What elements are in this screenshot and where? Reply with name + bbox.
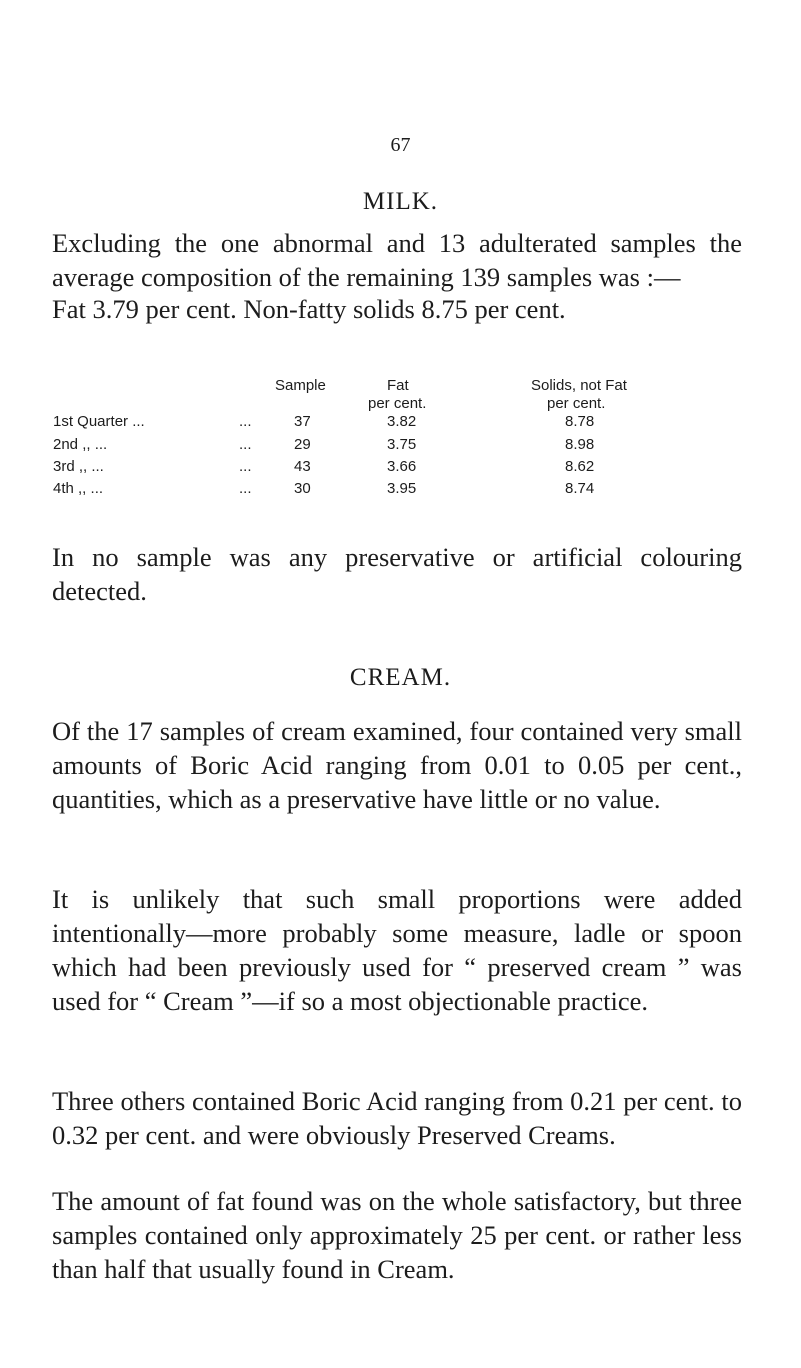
- milk-heading: MILK.: [362, 188, 439, 215]
- header-fat-unit: per cent.: [368, 395, 427, 412]
- cream-paragraph-2: It is unlikely that such small proportions were added intentionally—more probably some measure, ladle or spoon which had been previously used for “ preserved cream ” was used for “ Cream ”—if so a most objectionable practice.: [52, 884, 742, 1016]
- page-number: 67: [390, 134, 411, 156]
- header-sample: Sample: [275, 377, 326, 394]
- row-3-dots: ...: [239, 458, 252, 475]
- row-2-label: 2nd ,, ...: [53, 436, 108, 453]
- cream-paragraph-3: Three others contained Boric Acid ranging from 0.21 per cent. to 0.32 per cent. and were obviously Preserved Creams.: [52, 1086, 742, 1150]
- cream-paragraph-1: Of the 17 samples of cream examined, four contained very small amounts of Boric Acid ranging from 0.01 to 0.05 per cent., quantities, which as a preservative have little or no value.: [52, 716, 742, 814]
- row-1-sample: 37: [294, 413, 311, 430]
- row-3-fat: 3.66: [387, 458, 417, 475]
- milk-intro-paragraph: Excluding the one abnormal and 13 adulterated samples the average composition of the remaining 139 samples was :—: [52, 228, 742, 292]
- row-3-sample: 43: [294, 458, 311, 475]
- row-2-dots: ...: [239, 436, 252, 453]
- milk-composition-table: [53, 377, 733, 527]
- row-1-solids: 8.78: [565, 413, 595, 430]
- cream-heading: CREAM.: [349, 664, 452, 691]
- row-2-solids: 8.98: [565, 436, 595, 453]
- milk-preservative-note: In no sample was any preservative or artificial colouring detected.: [52, 542, 742, 606]
- row-1-fat: 3.82: [387, 413, 417, 430]
- row-4-label: 4th ,, ...: [53, 480, 104, 497]
- row-3-label: 3rd ,, ...: [53, 458, 104, 475]
- row-2-sample: 29: [294, 436, 311, 453]
- header-solids: Solids, not Fat: [531, 377, 627, 394]
- row-4-sample: 30: [294, 480, 311, 497]
- row-4-solids: 8.74: [565, 480, 595, 497]
- row-4-fat: 3.95: [387, 480, 417, 497]
- row-1-dots: ...: [239, 413, 252, 430]
- header-fat: Fat: [387, 377, 409, 394]
- header-solids-unit: per cent.: [547, 395, 606, 412]
- row-1-label: 1st Quarter ...: [53, 413, 145, 430]
- row-3-solids: 8.62: [565, 458, 595, 475]
- cream-paragraph-4: The amount of fat found was on the whole satisfactory, but three samples contained only approximately 25 per cent. or rather less than half that usually found in Cream.: [52, 1186, 742, 1284]
- milk-averages-paragraph: Fat 3.79 per cent. Non-fatty solids 8.75 per cent.: [52, 294, 566, 324]
- row-4-dots: ...: [239, 480, 252, 497]
- row-2-fat: 3.75: [387, 436, 417, 453]
